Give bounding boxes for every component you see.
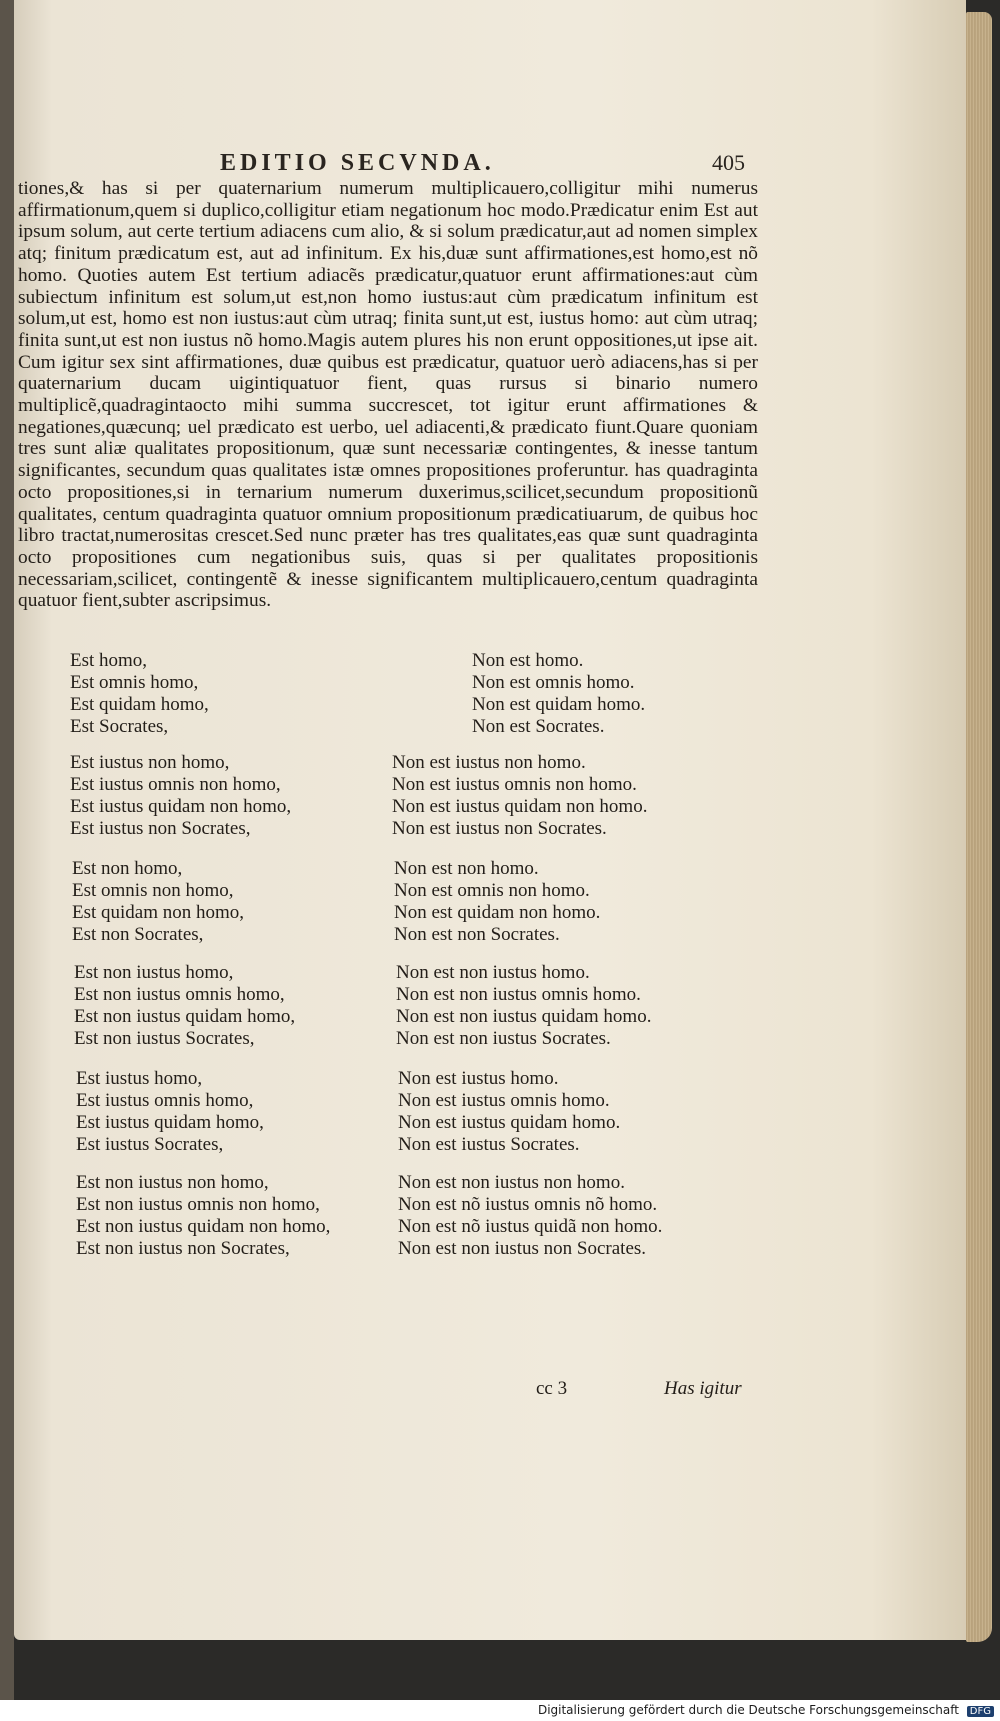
catchword: Has igitur — [664, 1378, 742, 1399]
negation-line: Non est iustus Socrates. — [398, 1134, 580, 1155]
signature-mark: cc 3 — [536, 1378, 568, 1399]
negation-line: Non est non Socrates. — [394, 924, 560, 945]
affirmation-line: Est non homo, — [72, 858, 183, 879]
negation-line: Non est iustus quidam non homo. — [392, 796, 648, 817]
affirmation-line: Est non iustus non homo, — [76, 1172, 269, 1193]
affirmation-line: Est iustus homo, — [76, 1068, 203, 1089]
affirmation-line: Est omnis non homo, — [72, 880, 234, 901]
affirmation-line: Est non iustus quidam non homo, — [76, 1216, 331, 1237]
affirmation-line: Est non iustus homo, — [74, 962, 234, 983]
affirmation-line: Est iustus Socrates, — [76, 1134, 224, 1155]
affirmation-line: Est iustus non Socrates, — [70, 818, 251, 839]
affirmation-line: Est non iustus Socrates, — [74, 1028, 255, 1049]
affirmation-line: Est iustus quidam non homo, — [70, 796, 292, 817]
negation-line: Non est non homo. — [394, 858, 539, 879]
negation-line: Non est omnis homo. — [472, 672, 635, 693]
negation-line: Non est iustus homo. — [398, 1068, 559, 1089]
affirmation-line: Est quidam homo, — [70, 694, 209, 715]
affirmation-line: Est non iustus omnis homo, — [74, 984, 285, 1005]
negation-line: Non est non iustus quidam homo. — [396, 1006, 652, 1027]
affirmation-line: Est iustus omnis non homo, — [70, 774, 281, 795]
negation-line: Non est iustus quidam homo. — [398, 1112, 621, 1133]
affirmation-line: Est iustus non homo, — [70, 752, 230, 773]
page-number: 405 — [712, 150, 745, 175]
affirmation-line: Est iustus omnis homo, — [76, 1090, 254, 1111]
affirmation-line: Est homo, — [70, 650, 148, 671]
negation-line: Non est iustus omnis non homo. — [392, 774, 637, 795]
negation-line: Non est non iustus homo. — [396, 962, 590, 983]
negation-line: Non est non iustus non homo. — [398, 1172, 625, 1193]
negation-line: Non est quidam non homo. — [394, 902, 601, 923]
affirmation-line: Est non Socrates, — [72, 924, 204, 945]
dfg-logo: DFG — [967, 1706, 994, 1717]
negation-line: Non est non iustus omnis homo. — [396, 984, 641, 1005]
body-paragraph: tiones,& has si per quaternarium numerum multiplicauero,colligitur mihi numerus affirmationum,quem si duplico,colligitur etiam negationum hoc modo.Prædicatur enim Est aut ipsum solum, aut certe tertium adiacens cum alio, & si solum prædicatur,aut ad nomen simplex atq; finitum prædicatum est, aut ad infinitum. Ex his,duæ sunt affirmationes,est homo,est nõ homo. Quoties autem Est tertium adiacẽs prædicatur,quatuor erunt affirmationes:aut cùm subiectum infinitum est solum,ut est,non homo iustus:aut cùm prædicatum infinitum est solum,ut est, homo est non iustus:aut cùm utraq; finita sunt,ut est, iustus homo: aut cùm utraq; finita sunt,ut est non iustus nõ homo.Magis autem plures his non erunt oppositiones,ut ipse ait. Cum igitur sex sint affirmationes, duæ quibus est prædicatur, quatuor uerò adiacens,has si per quaternarium ducam uigintiquatuor fient, quas rursus si binario numero multiplicẽ,quadragintaocto mihi summa succrescet, tot igitur erunt affirmationes & negationes,quæcunq; uel prædicato est uerbo, uel adiacenti,& prædicato fiunt.Quare quoniam tres sunt aliæ qualitates propositionum, quæ sunt necessariæ contingentes, & inesse tantum significantes, secundum quas qualitates istæ omnes propositiones proferuntur. has quadraginta octo propositiones,si in ternarium numerum duxerimus,scilicet,secundum propositionũ qualitates, centum quadraginta quatuor omnium propositionum prædicatiuarum, de quibus hoc libro tractat,numerositas crescet.Sed nunc præter has tres qualitates,eas quæ sunt quadraginta octo propositiones cum negationibus suis, quas si per qualitates propositionis necessariam,scilicet, contingentẽ & inesse significantem multiplicauero,centum quadraginta quatuor fient,subter ascripsimus. — [18, 178, 758, 612]
affirmation-line: Est quidam non homo, — [72, 902, 245, 923]
negation-line: Non est non iustus Socrates. — [396, 1028, 611, 1049]
negation-line: Non est iustus non Socrates. — [392, 818, 607, 839]
negation-line: Non est non iustus non Socrates. — [398, 1238, 647, 1259]
affirmation-line: Est iustus quidam homo, — [76, 1112, 264, 1133]
negation-line: Non est homo. — [472, 650, 584, 671]
negation-line: Non est iustus non homo. — [392, 752, 586, 773]
running-head: EDITIO SECVNDA. — [220, 150, 495, 176]
digitization-credit — [538, 1703, 994, 1717]
negation-line: Non est Socrates. — [472, 716, 605, 737]
affirmation-line: Est omnis homo, — [70, 672, 199, 693]
affirmation-line: Est Socrates, — [70, 716, 169, 737]
affirmation-line: Est non iustus omnis non homo, — [76, 1194, 320, 1215]
credit-text: Digitalisierung gefördert durch die Deutsche Forschungsgemeinschaft — [537, 1703, 959, 1717]
affirmation-line: Est non iustus non Socrates, — [76, 1238, 290, 1259]
negation-line: Non est iustus omnis homo. — [398, 1090, 610, 1111]
negation-line: Non est nõ iustus quidã non homo. — [398, 1216, 663, 1237]
negation-line: Non est quidam homo. — [472, 694, 646, 715]
negation-line: Non est omnis non homo. — [394, 880, 590, 901]
negation-line: Non est nõ iustus omnis nõ homo. — [398, 1194, 658, 1215]
affirmation-line: Est non iustus quidam homo, — [74, 1006, 296, 1027]
